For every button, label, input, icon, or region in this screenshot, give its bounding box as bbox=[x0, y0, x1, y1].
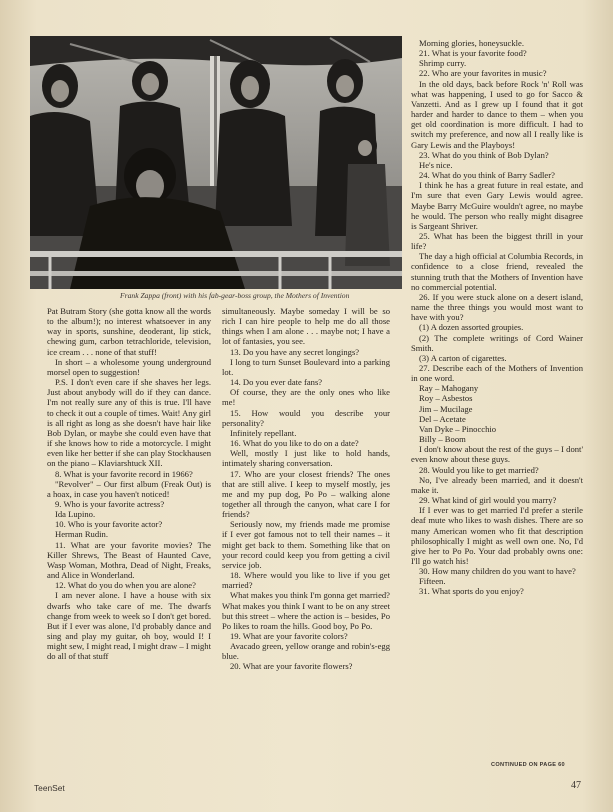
answer: "Revolver" – Our first album (Freak Out) is a hoax, in case you haven't noticed! bbox=[47, 478, 211, 499]
question: 10. Who is your favorite actor? bbox=[55, 519, 163, 530]
paragraph: In short – a wholesome young underground morsel open to suggestion! bbox=[47, 356, 211, 377]
question: 27. Describe each of the Mothers of Invention in one word. bbox=[411, 363, 583, 384]
answer: If I ever was to get married I'd prefer a sterile deaf mute who likes to wash dishes. There are so many American women who fit that description philosophically I might as well own one. No, I'd give her to Po Po. Your dad probably owns one: I'll go watch his! bbox=[411, 505, 583, 566]
answer: Well, mostly I just like to hold hands, intimately sharing conversation. bbox=[222, 448, 390, 469]
list-item: (1) A dozen assorted groupies. bbox=[419, 322, 524, 333]
answer: He's nice. bbox=[419, 159, 453, 170]
question: 29. What kind of girl would you marry? bbox=[419, 495, 557, 506]
answer: Morning glories, honeysuckle. bbox=[419, 38, 525, 48]
question: 15. How would you describe your personality? bbox=[222, 407, 390, 428]
text-column-2 bbox=[222, 306, 390, 672]
answer: Shrimp curry. bbox=[419, 58, 467, 69]
question: 21. What is your favorite food? bbox=[419, 48, 527, 59]
question: 17. Who are your closest friends? The ones that are still alive. I keep to myself mostly, jes me and my pup dog, Po Po – walking alone together all through the canyon, what care I for friends? bbox=[222, 468, 390, 520]
band-photo-illustration bbox=[30, 36, 402, 289]
paragraph: simultaneously. Maybe someday I will be so rich I can hire people to help me do all those things when I am alone . . . maybe not; I have a lot of fantasies, you see. bbox=[222, 306, 390, 347]
answer: I think he has a great future in real estate, and I'm sure that even Gary Lewis would agree. Maybe Barry McGuire wouldn't agree, no maybe he would. The person who really might disagree is Sargeant Shriver. bbox=[411, 180, 583, 231]
member-line: Billy – Boom bbox=[419, 434, 466, 445]
page-number: 47 bbox=[571, 780, 581, 791]
answer: Infinitely repellant. bbox=[230, 427, 297, 438]
question: 8. What is your favorite record in 1966? bbox=[55, 468, 193, 479]
member-line: Roy – Asbestos bbox=[419, 393, 473, 404]
member-line: Jim – Mucilage bbox=[419, 403, 473, 414]
question: 14. Do you ever date fans? bbox=[230, 377, 323, 388]
question: 11. What are your favorite movies? The Killer Shrews, The Beast of Haunted Cave, Wasp Woman, Mothra, Dead of Night, Freaks, and Alice in Wonderland. bbox=[47, 539, 211, 581]
answer: The day a high official at Columbia Records, in confidence to a close friend, revealed the stunning truth that the Mothers of Invention have no commercial potential. bbox=[411, 251, 583, 292]
answer: Seriously now, my friends made me promise if I ever got famous not to tell their names – it might get back to them. Something like that on your record could keep you from getting a civil service job. bbox=[222, 519, 390, 570]
band-photo bbox=[30, 36, 402, 289]
list-item: (3) A carton of cigarettes. bbox=[419, 352, 507, 363]
answer: Of course, they are the only ones who like me! bbox=[222, 387, 390, 408]
question: 13. Do you have any secret longings? bbox=[230, 346, 360, 357]
question: 12. What do you do when you are alone? bbox=[55, 580, 196, 591]
question: 19. What are your favorite colors? bbox=[230, 631, 348, 641]
answer: No, I've already been married, and it doesn't make it. bbox=[411, 474, 583, 495]
question: 28. Would you like to get married? bbox=[419, 464, 539, 475]
paragraph: P.S. I don't even care if she shaves her legs. Just about anybody will do if they can dance. I'm not really sure any of this is true. I'll have to check it out a couple of times. Wait! Any girl is all right as long as she doesn't have hair like Bob Dylan, or maybe she could even have that if she knows how to ride a motorcycle. I might even like her better if she can play Stockhausen on the piano – Klaviarshtuck XII. bbox=[47, 377, 211, 469]
question: 30. How many children do you want to have? bbox=[419, 566, 576, 577]
member-line: Ray – Mahogany bbox=[419, 383, 479, 394]
question: 26. If you were stuck alone on a desert island, name the three things you would most want to have with you? bbox=[411, 291, 583, 323]
question: 25. What has been the biggest thrill in your life? bbox=[411, 230, 583, 252]
answer: In the old days, back before Rock 'n' Roll was what was happening, I used to go for Sacco & Vanzetti. And as I grew up I found that it got harder and harder to dance to them – when you get old coordination is more difficult. I had to switch my preference, and now all I really like is Gary Lewis and the Playboys! bbox=[411, 78, 583, 150]
magazine-name: TeenSet bbox=[34, 783, 65, 793]
member-line: Del – Acetate bbox=[419, 413, 466, 424]
photo-caption: Frank Zappa (front) with his fab-gear-boss group, the Mothers of Invention bbox=[120, 291, 350, 300]
answer: What makes you think I'm gonna get married? What makes you think I want to be on any street but this street – where the action is – besides, Po Po likes to roam the hills. Good boy, Po Po. bbox=[222, 590, 390, 631]
continued-notice: CONTINUED ON PAGE 60 bbox=[491, 762, 565, 768]
answer: I long to turn Sunset Boulevard into a parking lot. bbox=[222, 356, 390, 377]
answer: Herman Rudin. bbox=[55, 529, 108, 540]
answer: Avacado green, yellow orange and robin's-egg blue. bbox=[222, 641, 390, 662]
question: 20. What are your favorite flowers? bbox=[230, 661, 353, 672]
question: 18. Where would you like to live if you get married? bbox=[222, 570, 390, 591]
paragraph: Pat Butram Story (she gotta know all the words to the album!); no interest whatsoever in any way in sports, sunshine, deoderant, lip stick, chewing gum, carbon tetrachloride, television, ice cream . . . none of that stuff! bbox=[47, 306, 211, 357]
question: 9. Who is your favorite actress? bbox=[55, 498, 165, 509]
member-line: Van Dyke – Pinocchio bbox=[419, 423, 497, 434]
text-column-1 bbox=[47, 306, 211, 661]
question: 24. What do you think of Barry Sadler? bbox=[419, 170, 555, 181]
question: 23. What do you think of Bob Dylan? bbox=[419, 149, 549, 160]
answer: I don't know about the rest of the guys – I dont' even know about these guys. bbox=[411, 444, 583, 465]
text-column-3 bbox=[411, 38, 583, 597]
question: 22. Who are your favorites in music? bbox=[419, 68, 547, 79]
answer: Ida Lupino. bbox=[55, 509, 96, 520]
answer: I am never alone. I have a house with six dwarfs who take care of me. The dwarfs change from week to week so I don't get bored. But if I ever was alone, I'd probably dance and sing and play my guitar, oh boy, would I! I might sew, I might read, I might draw – I might do all of that stuff bbox=[47, 590, 211, 662]
question: 16. What do you like to do on a date? bbox=[230, 438, 359, 449]
answer: Fifteen. bbox=[419, 576, 446, 587]
list-item: (2) The complete writings of Cord Wainer Smith. bbox=[411, 332, 583, 353]
question: 31. What sports do you enjoy? bbox=[419, 586, 524, 597]
